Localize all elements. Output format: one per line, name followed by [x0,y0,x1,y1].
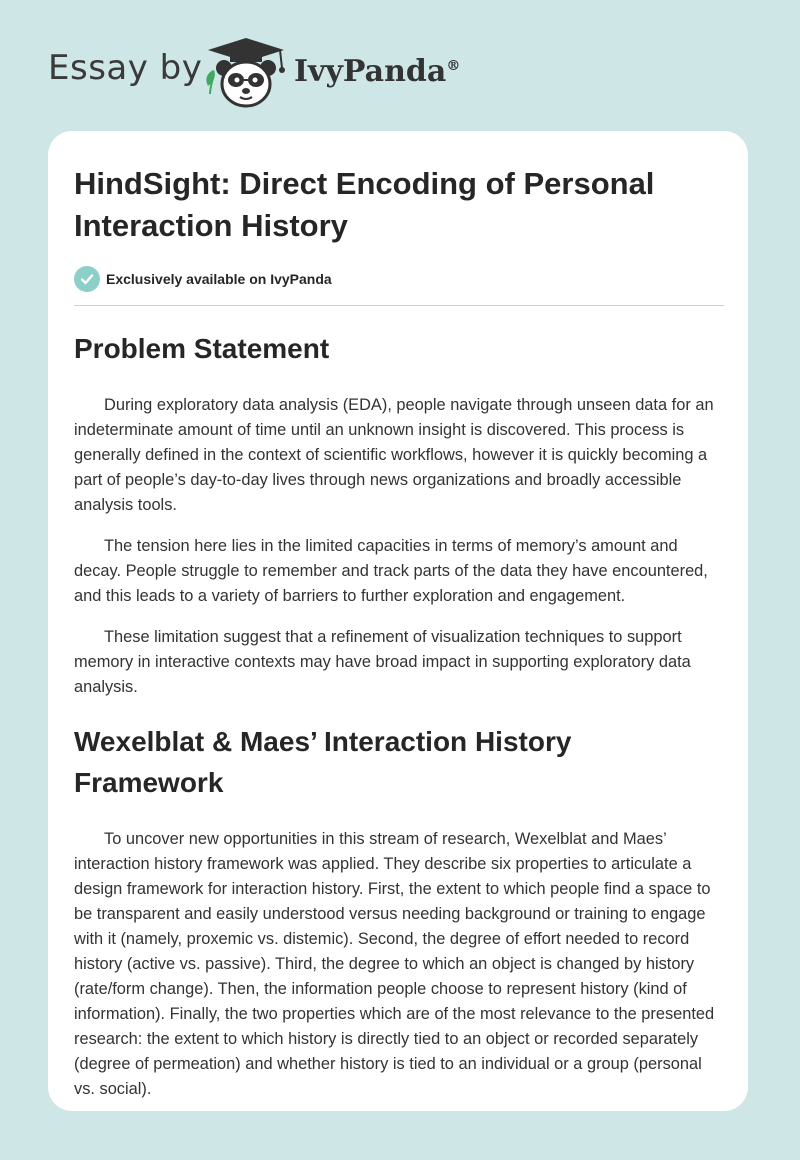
essay-by-label: Essay by [48,48,203,88]
paragraph: During exploratory data analysis (EDA), people navigate through unseen data for an indeterminate amount of time until an unknown insight is discovered. This process is generally defined in the context of scientific workflows, however it is quickly becoming a part of people’s day-to-day lives through news organizations and broadly accessible analysis tools. [74,396,714,514]
section-heading: Problem Statement [74,333,330,364]
article-content [74,163,724,1102]
paragraph: To uncover new opportunities in this stream of research, Wexelblat and Maes’ interaction history framework was applied. They describe six properties to articulate a design framework for interaction history. First, the extent to which people find a space to be transparent and easily understood versus needing background or training to engage with it (namely, proxemic vs. distemic). Second, the degree of effort needed to record history (active vs. passive). Third, the degree to which an object is changed by history (rate/form change). Then, the information people choose to represent history (kind of information). Finally, the two properties which are of the most relevance to the presented research: the extent to which history is directly tied to an object or recorded separately (degree of permeation) and whether history is tied to an individual or a group (personal vs. social). [74,830,715,1098]
paragraph: These limitation suggest that a refinement of visualization techniques to support memory in interactive contexts may have broad impact in supporting exploratory data analysis. [74,628,691,696]
registered-mark: ® [446,58,461,74]
exclusive-badge [74,265,724,293]
exclusive-badge-text: Exclusively available on IvyPanda [106,271,332,287]
brand-text[interactable]: IvyPanda [294,54,447,89]
check-circle-icon [74,266,100,292]
site-header [48,32,508,112]
brand-name[interactable] [294,54,460,89]
article-card [48,131,748,1111]
section-heading: Wexelblat & Maes’ Interaction History Framework [74,726,572,798]
paragraph: The tension here lies in the limited capacities in terms of memory’s amount and decay. People struggle to remember and track parts of the data they have encountered, and this leads to a variety of barriers to further exploration and engagement. [74,537,708,605]
panda-graduation-cap-icon[interactable] [200,34,292,110]
article-title: HindSight: Direct Encoding of Personal Interaction History [74,166,655,243]
divider [74,305,724,306]
